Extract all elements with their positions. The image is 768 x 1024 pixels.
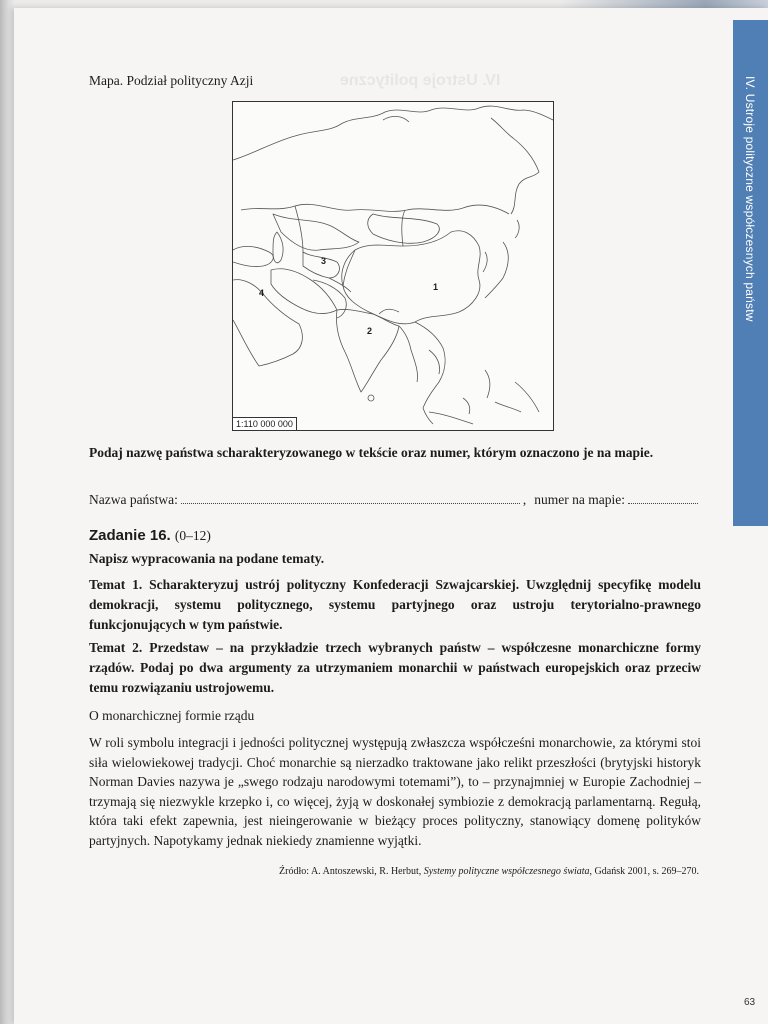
source-ref-suffix: , Gdańsk 2001, s. 269–270. <box>589 866 699 877</box>
answer-separator: , <box>522 492 527 507</box>
map-number-input[interactable] <box>628 492 698 504</box>
source-ref-title: Systemy polityczne współczesnego świata <box>423 866 590 877</box>
map-number-label: numer na mapie: <box>534 492 625 507</box>
chapter-title: IV. Ustroje polityczne współczesnych państw <box>743 76 757 322</box>
page-number: 63 <box>744 997 756 1008</box>
map-marker-3: 3 <box>321 256 327 266</box>
task-16-title <box>89 527 211 544</box>
answer-line <box>89 492 701 508</box>
country-name-input[interactable] <box>181 492 520 504</box>
topic-2: Temat 2. Przedstaw – na przykładzie trzech wybranych państw – współczesne monarchiczne formy rządów. Podaj po dwa argumenty za utrzymaniem monarchii w państwach europejskich oraz przeciw temu rozwiązaniu ustrojowemu. <box>89 640 701 695</box>
page-binding-shadow <box>0 0 14 1024</box>
task-16-number: Zadanie 16. <box>89 527 171 544</box>
country-name-label: Nazwa państwa: <box>89 492 178 507</box>
source-heading: O monarchicznej formie rządu <box>89 708 255 723</box>
topic-1: Temat 1. Scharakteryzuj ustrój polityczny Konfederacji Szwajcarskiej. Uwzględnij specyfikę modelu demokracji, systemu politycznego, systemu partyjnego oraz ustroju terytorialno-prawnego funkcjonujących w tym państwie. <box>89 577 701 632</box>
task-16-intro: Napisz wypracowania na podane tematy. <box>89 551 325 566</box>
task-16-points: (0–12) <box>174 528 211 543</box>
map-caption: Mapa. Podział polityczny Azji <box>89 73 254 88</box>
asia-outline-map <box>233 102 553 430</box>
question-text: Podaj nazwę państwa scharakteryzowanego w tekście oraz numer, którym oznaczono je na mapie. <box>89 445 654 460</box>
asia-political-map <box>232 101 554 431</box>
source-ref-prefix: Źródło: A. Antoszewski, R. Herbut, <box>279 866 424 877</box>
source-reference <box>89 866 699 877</box>
map-marker-2: 2 <box>367 326 373 336</box>
show-through: IV. Ustroje polityczne <box>340 72 501 89</box>
chapter-side-tab <box>733 20 768 526</box>
map-marker-1: 1 <box>433 282 439 292</box>
map-scale: 1:110 000 000 <box>233 417 297 430</box>
source-text: W roli symbolu integracji i jedności politycznej występują zwłaszcza współcześni monarchowie, za którymi stoi siła wielowiekowej tradycji. Choć monarchie są nierzadko traktowane jako relikt przeszłości (brytyjski historyk Norman Davies nazywa je „swego rodzaju narodowymi totemami”), to – przynajmniej w Europie Zachodniej – trzymają się niezwykle krzepko i, co więcej, żyją w doskonałej symbiozie z demokracją parlamentarną. Regułą, która taki efekt zapewnia, jest nieingerowanie w bieżący proces polityczny, stanowiący domenę polityków partyjnych. Napotykamy jednak niekiedy znamienne wyjątki. <box>89 735 701 848</box>
map-marker-4: 4 <box>259 288 265 298</box>
